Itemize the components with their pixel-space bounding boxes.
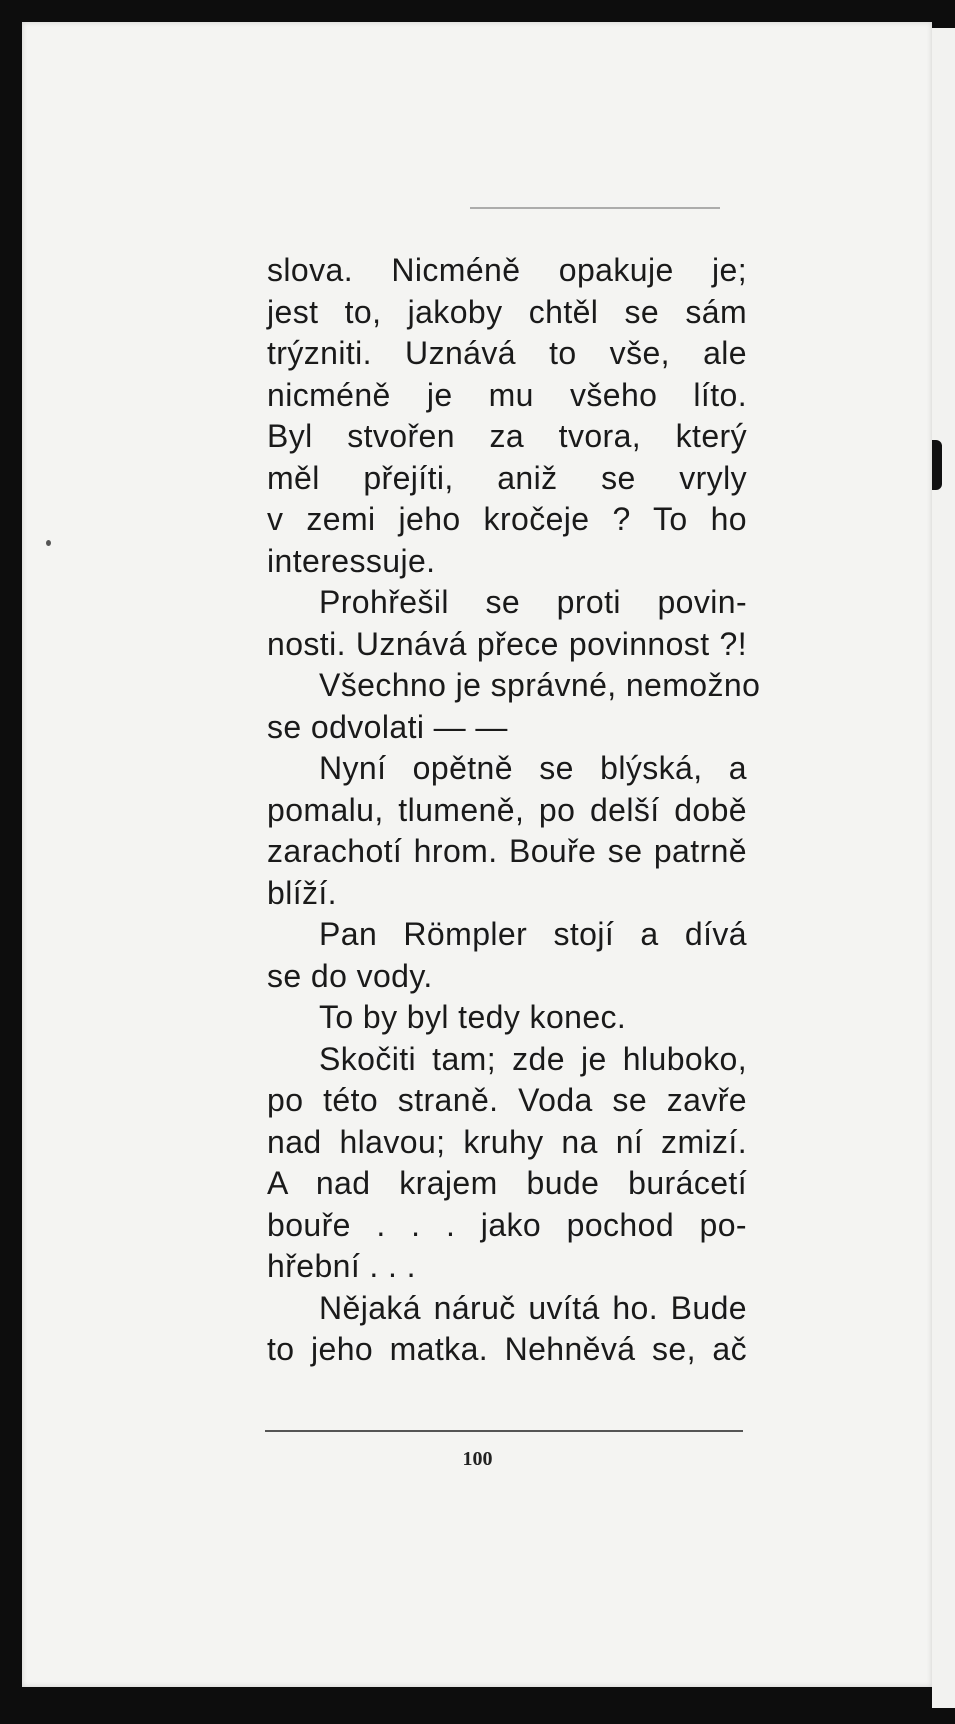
binding-mark	[932, 440, 942, 490]
text-line: to jeho matka. Nehněvá se, ač	[267, 1331, 747, 1367]
text-line: se odvolati — —	[267, 708, 508, 745]
text-line: bouře . . . jako pochod po-	[267, 1206, 747, 1243]
text-line: Nějaká náruč uvítá ho. Bude	[319, 1289, 747, 1326]
margin-speck	[46, 540, 51, 546]
text-line: po této straně. Voda se zavře	[267, 1082, 747, 1118]
text-line: hřební . . .	[267, 1248, 416, 1284]
text-line: interessuje.	[267, 542, 436, 579]
text-line: měl přejíti, aniž se vryly	[267, 459, 747, 496]
body-text	[267, 250, 761, 1371]
footer-rule	[265, 1430, 743, 1432]
text-line: Všechno je správné, nemožno	[319, 667, 761, 703]
text-line: zarachotí hrom. Bouře se patrně	[267, 833, 747, 869]
text-line: A nad krajem bude burácetí	[267, 1165, 747, 1201]
text-line: Prohřešil se proti povin-	[319, 584, 747, 620]
text-line: trýzniti. Uznává to vše, ale	[267, 335, 747, 371]
text-line: jest to, jakoby chtěl se sám	[267, 293, 747, 330]
text-line: nad hlavou; kruhy na ní zmizí.	[267, 1123, 747, 1160]
text-line: v zemi jeho kročeje ? To ho	[267, 501, 747, 537]
page-number: 100	[462, 1448, 493, 1470]
text-line: blíží.	[267, 874, 337, 911]
text-line: nicméně je mu všeho líto.	[267, 376, 747, 413]
text-line: Byl stvořen za tvora, který	[267, 418, 747, 454]
text-line: se do vody.	[267, 957, 433, 994]
header-rule	[470, 207, 720, 209]
text-line: nosti. Uznává přece povinnost ?!	[267, 625, 747, 662]
text-line: Skočiti tam; zde je hluboko,	[319, 1040, 747, 1077]
text-line: Nyní opětně se blýská, a	[319, 750, 747, 786]
text-line: To by byl tedy konec.	[319, 999, 627, 1035]
text-line: pomalu, tlumeně, po delší době	[267, 791, 747, 828]
text-line: slova. Nicméně opakuje je;	[267, 252, 747, 288]
text-line: Pan Römpler stojí a dívá	[319, 916, 747, 952]
